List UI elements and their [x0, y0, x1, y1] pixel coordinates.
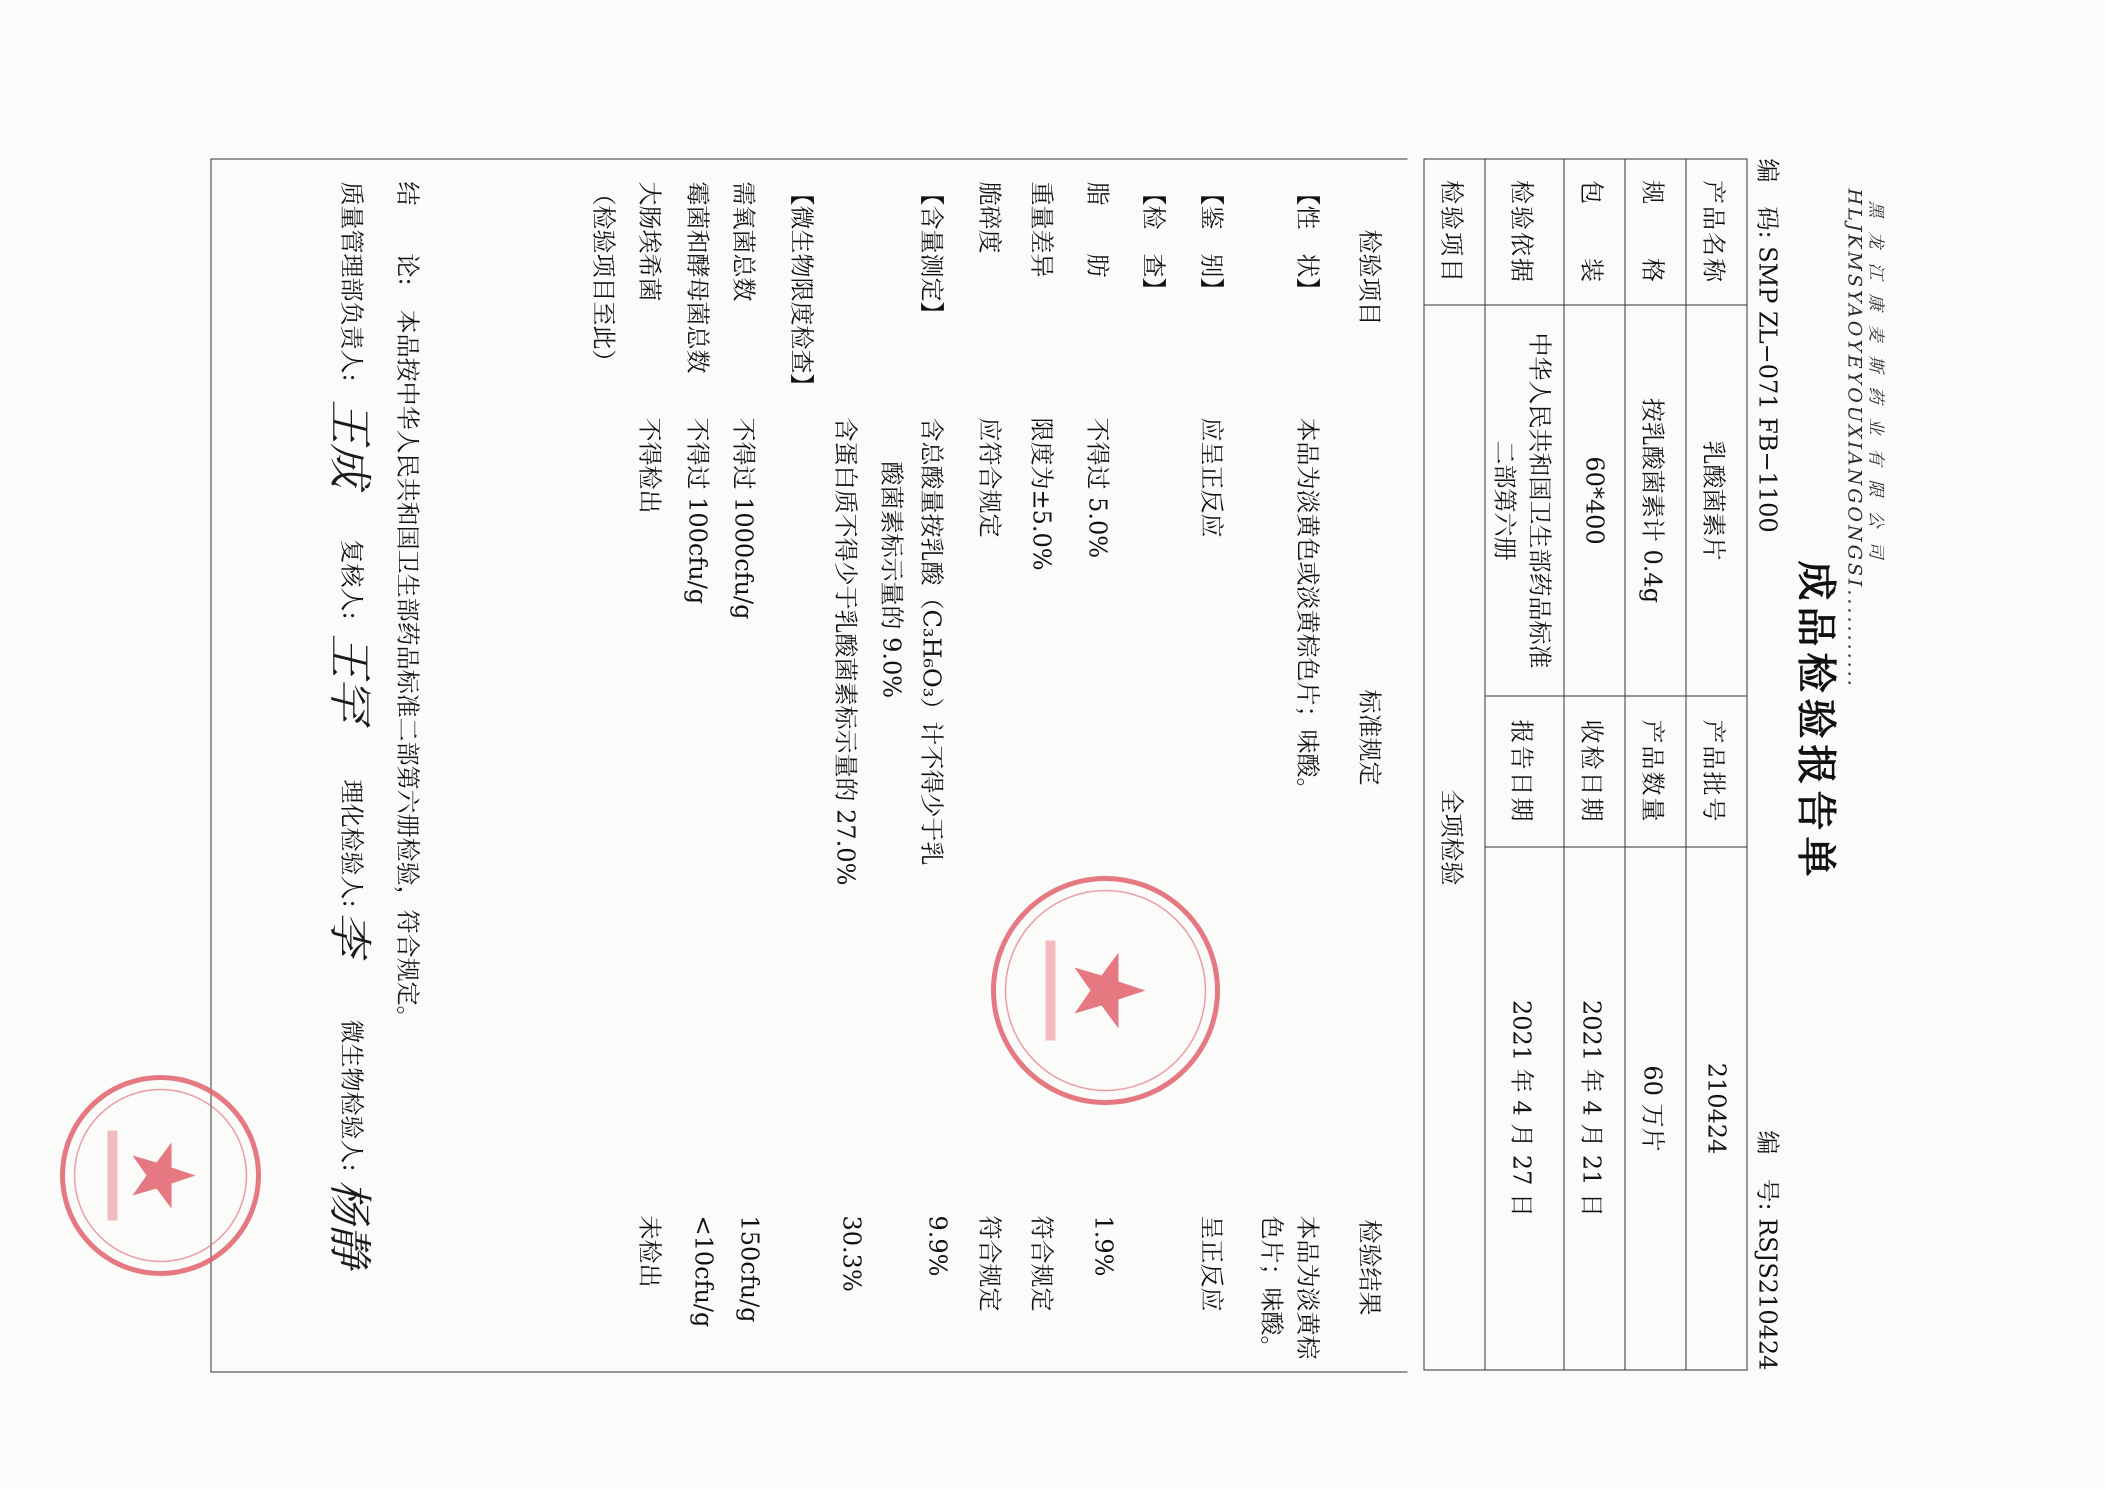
basis-label: 检验依据 — [1485, 159, 1564, 305]
item-xuyang: 需氧菌总数 — [729, 181, 758, 302]
item-weishengwu: 【微生物限度检查】 — [787, 181, 816, 398]
standard-zhifang: 不得过 5.0% — [1083, 417, 1112, 559]
item-value: 全项检验 — [1424, 305, 1485, 1370]
chem-signature: 李 — [323, 911, 375, 956]
report-number-value: RSJS210424 — [1753, 1218, 1782, 1371]
company-name: 黑龙江康麦斯药业有限公司 — [1865, 200, 1886, 573]
result-zhongliang: 符合规定 — [1027, 1215, 1056, 1312]
col-header-item: 检验项目 — [1355, 229, 1384, 326]
result-xingzhuang-2: 色片；味酸。 — [1257, 1215, 1286, 1360]
result-zhifang: 1.9% — [1089, 1215, 1118, 1277]
item-dachang: 大肠埃希菌 — [635, 181, 664, 302]
standard-hanliang-1: 含总酸量按乳酸（C₃H₆O₃）计不得少于乳 — [917, 417, 946, 866]
item-cuisui: 脆碎度 — [975, 181, 1004, 254]
col-header-result: 检验结果 — [1355, 1219, 1384, 1316]
item-zhongliang: 重量差异 — [1027, 181, 1056, 278]
doc-code: 编 码: SMP ZL−071 FB−1100 — [1753, 158, 1782, 533]
doc-code-value: SMP ZL−071 FB−1100 — [1753, 246, 1782, 533]
result-hanliang-1: 9.9% — [923, 1215, 952, 1277]
standard-dachang: 不得检出 — [635, 417, 664, 514]
item-zhifang: 脂 肪 — [1083, 181, 1112, 278]
item-hanliang: 【含量测定】 — [917, 181, 946, 326]
spec-value: 按乳酸菌素计 0.4g — [1625, 305, 1686, 696]
spec-label: 规 格 — [1625, 159, 1686, 305]
quality-stamp-2 — [56, 1071, 266, 1281]
basis-value: 中华人民共和国卫生部药品标准 二部第六册 — [1485, 305, 1564, 696]
review-label: 复核人: — [337, 539, 366, 620]
standard-cuisui: 应符合规定 — [975, 417, 1004, 538]
quality-stamp-1 — [986, 871, 1226, 1111]
standard-xingzhuang: 本品为淡黄色或淡黄棕色片；味酸。 — [1293, 417, 1322, 802]
standard-zhongliang: 限度为±5.0% — [1027, 417, 1056, 571]
product-name-label: 产品名称 — [1686, 159, 1747, 305]
micro-signature: 杨静 — [323, 1179, 375, 1268]
qa-label: 质量管理部负责人: — [337, 181, 366, 382]
received-label: 收检日期 — [1564, 696, 1625, 847]
review-signature: 王罕 — [323, 633, 375, 722]
result-cuisui: 符合规定 — [975, 1215, 1004, 1312]
item-jianbie: 【鉴 别】 — [1197, 181, 1226, 302]
company-name-pinyin: HLJKMSYAOYEYOUXIANGONGSI........... — [1843, 188, 1866, 689]
quantity-value: 60 万片 — [1625, 847, 1686, 1370]
result-jianbie: 呈正反应 — [1197, 1215, 1226, 1312]
report-number: 编 号: RSJS210424 — [1753, 1130, 1782, 1371]
standard-hanliang-2: 酸菌素标示量的 9.0% — [877, 461, 906, 699]
item-jiancha: 【检 查】 — [1139, 181, 1168, 302]
item-label: 检验项目 — [1424, 159, 1485, 305]
item-end: （检验项目至此） — [589, 181, 618, 374]
received-date: 2021 年 4 月 21 日 — [1564, 847, 1625, 1370]
report-date: 2021 年 4 月 27 日 — [1485, 847, 1564, 1370]
result-hanliang-2: 30.3% — [837, 1215, 866, 1292]
header-table — [1424, 159, 1748, 1371]
package-value: 60*400 — [1564, 305, 1625, 696]
micro-label: 微生物检验人: — [337, 1019, 366, 1172]
item-xingzhuang: 【性 状】 — [1293, 181, 1322, 302]
result-meijun: <10cfu/g — [689, 1215, 718, 1328]
standard-hanliang-3: 含蛋白质不得少于乳酸菌素标示量的 27.0% — [831, 417, 860, 886]
batch-number: 210424 — [1686, 847, 1747, 1370]
report-title: 成品检验报告单 — [1792, 560, 1840, 883]
report-page — [0, 1, 2106, 1490]
product-name: 乳酸菌素片 — [1686, 305, 1747, 696]
conclusion-label: 结 论: — [393, 181, 422, 286]
report-date-label: 报告日期 — [1485, 696, 1564, 847]
item-meijun: 霉菌和酵母菌总数 — [683, 181, 712, 374]
results-section — [211, 159, 1408, 1373]
result-dachang: 未检出 — [635, 1215, 664, 1288]
conclusion — [393, 182, 428, 1030]
standard-xuyang: 不得过 1000cfu/g — [729, 417, 758, 620]
standard-meijun: 不得过 100cfu/g — [683, 417, 712, 605]
chem-label: 理化检验人: — [337, 779, 366, 908]
result-xuyang: 150cfu/g — [735, 1215, 764, 1323]
package-label: 包 装 — [1564, 159, 1625, 305]
standard-jianbie: 应呈正反应 — [1197, 417, 1226, 538]
batch-label: 产品批号 — [1686, 696, 1747, 847]
conclusion-text: 本品按中华人民共和国卫生部药品标准二部第六册检验，符合规定。 — [393, 309, 422, 1030]
qa-signature: 王成 — [323, 399, 375, 488]
quantity-label: 产品数量 — [1625, 696, 1686, 847]
col-header-standard: 标准规定 — [1355, 689, 1384, 786]
result-xingzhuang-1: 本品为淡黄棕 — [1293, 1215, 1322, 1360]
